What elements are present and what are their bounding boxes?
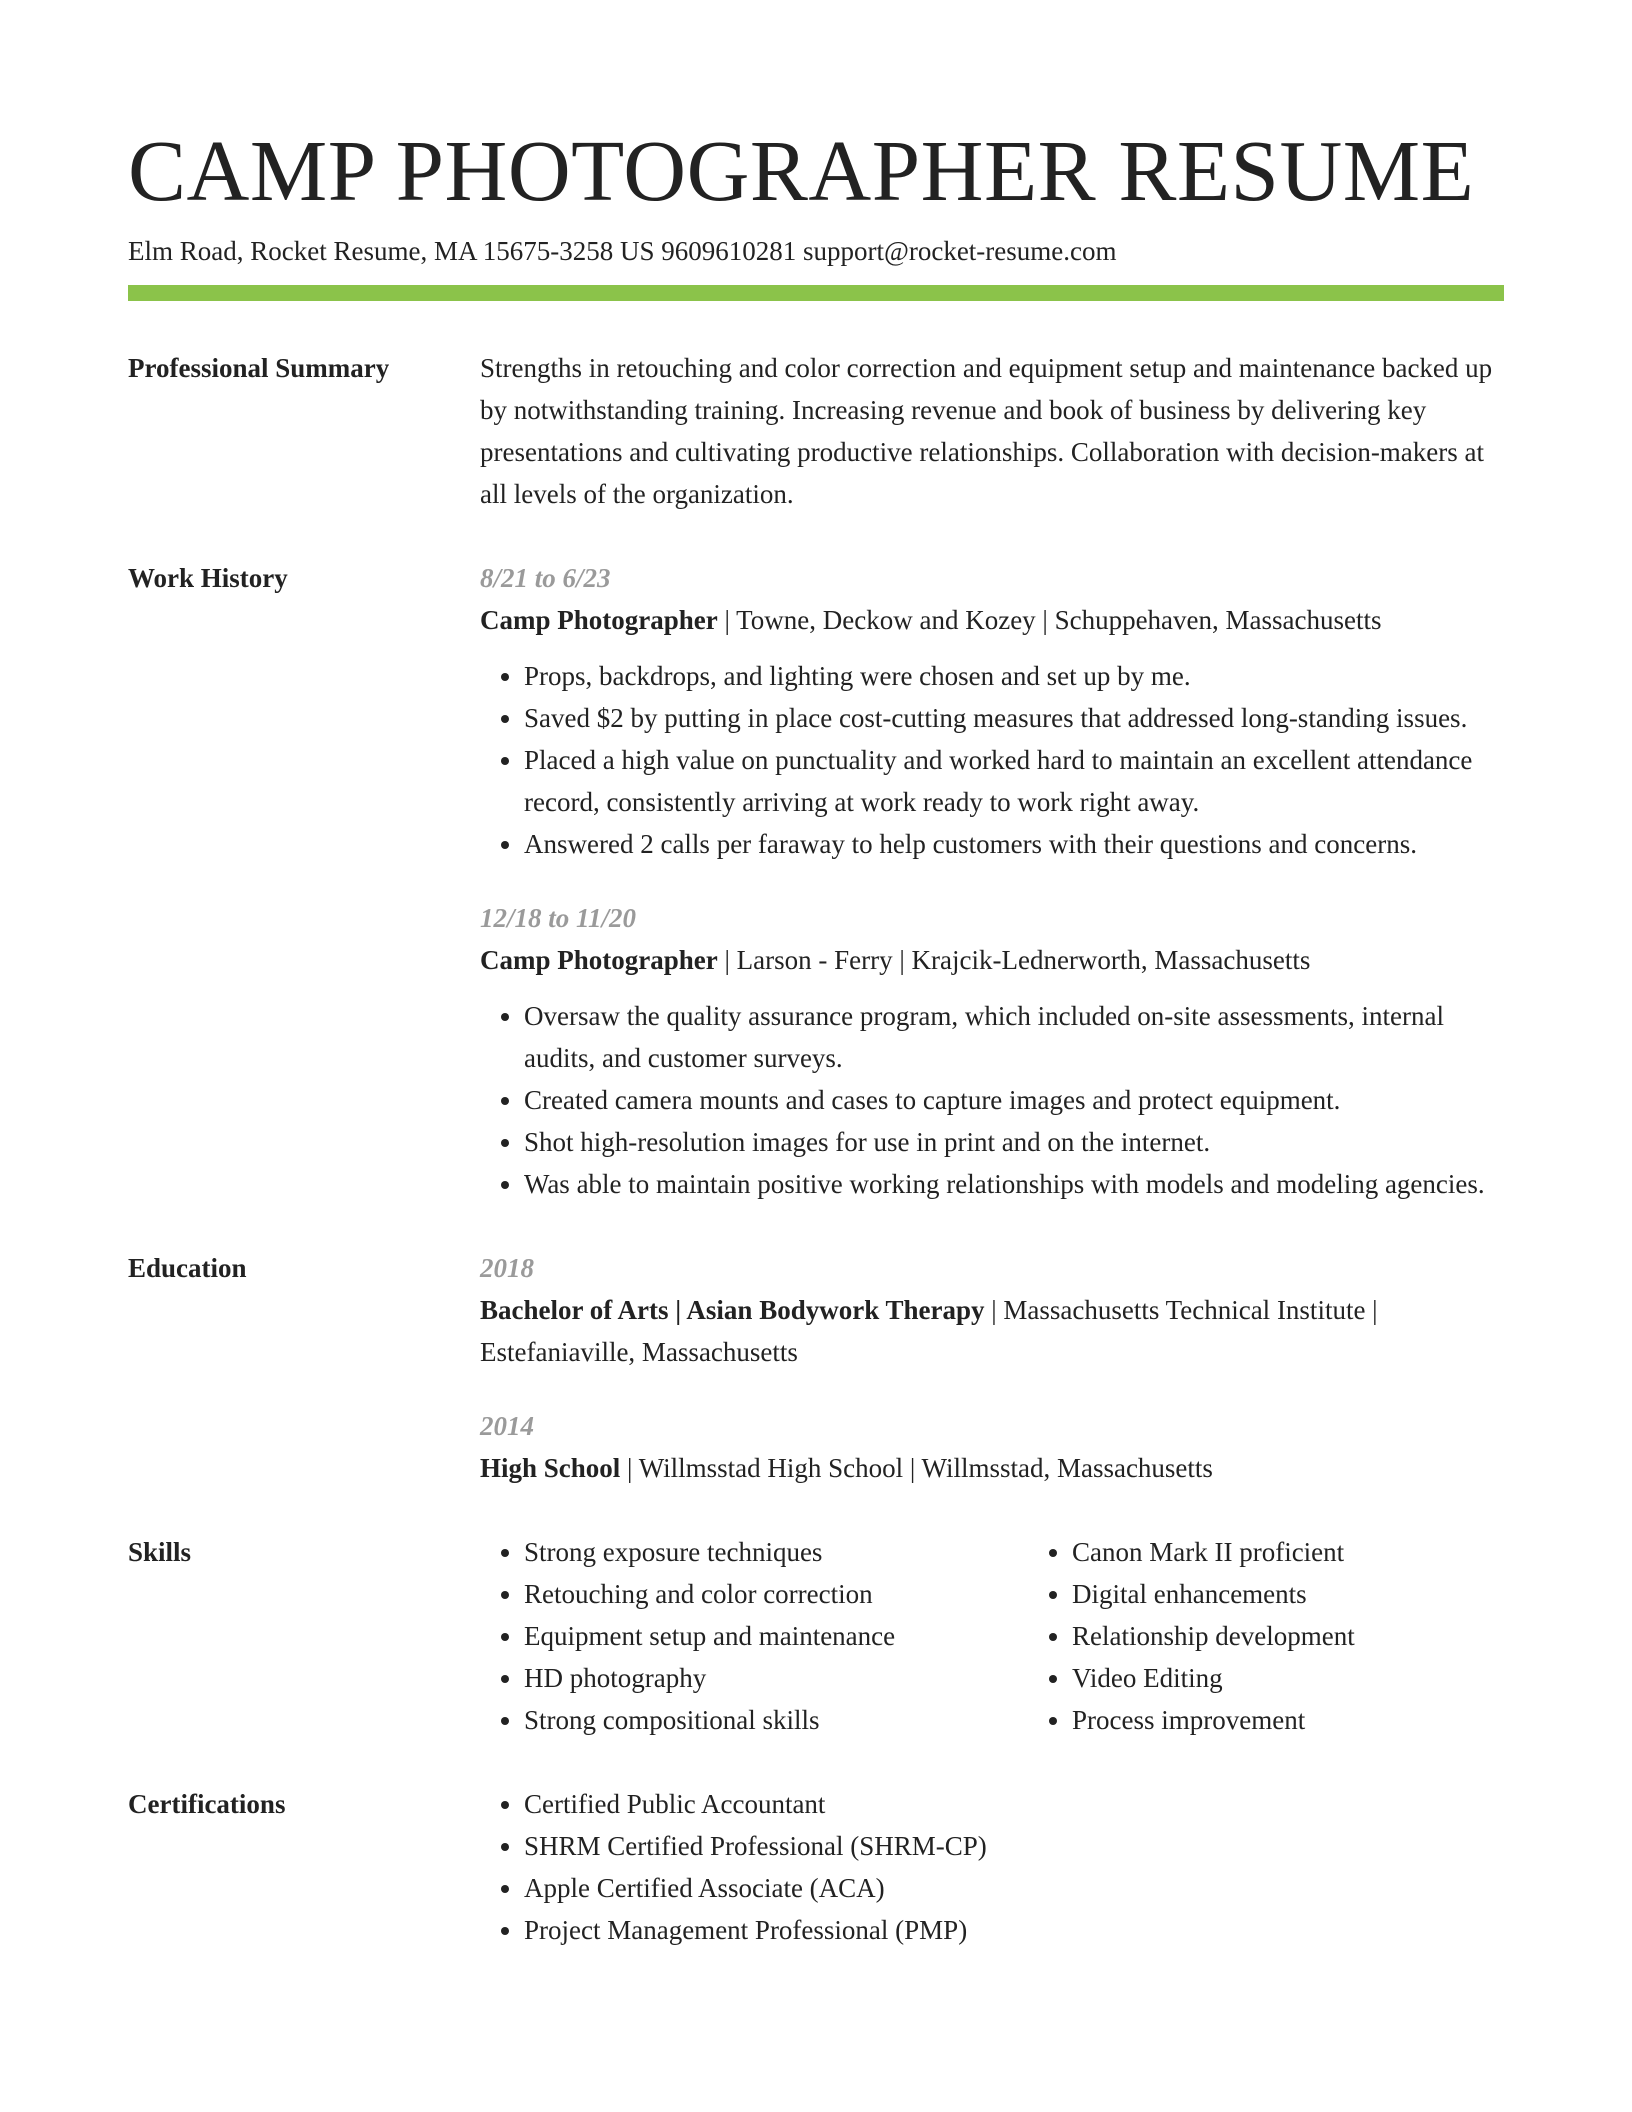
certifications-section <box>128 1783 1504 1951</box>
education-body <box>480 1247 1504 1489</box>
job-bullet: • Placed a high value on punctuality and worked hard to maintain an excellent attendance record, consistently arriving at work ready to work right away. <box>524 739 1504 823</box>
skill-item: • Digital enhancements <box>1072 1573 1532 1615</box>
education-school: | Willmsstad High School | Willmsstad, Massachusetts <box>620 1453 1213 1483</box>
resume-page <box>128 118 1504 1951</box>
job-bullet: • Saved $2 by putting in place cost-cutting measures that addressed long-standing issues. <box>524 697 1504 739</box>
job-bullet: • Shot high-resolution images for use in print and on the internet. <box>524 1121 1504 1163</box>
section-label-skills: Skills <box>128 1537 192 1567</box>
skill-item: • Process improvement <box>1072 1699 1532 1741</box>
summary-section <box>128 347 1504 515</box>
skills-section <box>128 1531 1504 1741</box>
education-school: | Massachusetts Technical Institute | Estefaniaville, Massachusetts <box>480 1295 1378 1367</box>
skills-list-right <box>1028 1531 1532 1741</box>
certifications-body <box>480 1783 1504 1951</box>
job-title: Camp Photographer <box>480 945 718 975</box>
job-bullet: • Answered 2 calls per faraway to help customers with their questions and concerns. <box>524 823 1504 865</box>
skills-body <box>480 1531 1532 1741</box>
job-employer: | Towne, Deckow and Kozey | Schuppehaven, Massachusetts <box>717 605 1382 635</box>
certification-item: • Project Management Professional (PMP) <box>524 1909 1504 1951</box>
resume-title: CAMP PHOTOGRAPHER RESUME <box>128 122 1475 219</box>
education-line <box>480 1289 1504 1373</box>
education-section <box>128 1247 1504 1489</box>
education-year: 2018 <box>480 1253 534 1283</box>
education-entry <box>480 1405 1504 1489</box>
job-title-line <box>480 599 1504 641</box>
job-bullets <box>480 995 1504 1205</box>
skill-item: • Strong exposure techniques <box>524 1531 1028 1573</box>
job-dates: 8/21 to 6/23 <box>480 563 611 593</box>
education-degree: Bachelor of Arts | Asian Bodywork Therapy <box>480 1295 985 1325</box>
education-entry <box>480 1247 1504 1373</box>
job-title: Camp Photographer <box>480 605 718 635</box>
job-dates: 12/18 to 11/20 <box>480 903 637 933</box>
contact-line: Elm Road, Rocket Resume, MA 15675-3258 US 9609610281 support@rocket-resume.com <box>128 236 1117 266</box>
job-bullet: • Oversaw the quality assurance program, which included on-site assessments, internal audits, and customer surveys. <box>524 995 1504 1079</box>
skill-item: • Retouching and color correction <box>524 1573 1028 1615</box>
section-label-certifications: Certifications <box>128 1789 286 1819</box>
summary-body <box>480 347 1504 515</box>
certifications-list <box>480 1783 1504 1951</box>
certification-item: • SHRM Certified Professional (SHRM-CP) <box>524 1825 1504 1867</box>
section-label-education: Education <box>128 1253 247 1283</box>
skill-item: • HD photography <box>524 1657 1028 1699</box>
job-bullet: • Props, backdrops, and lighting were chosen and set up by me. <box>524 655 1504 697</box>
skills-list-left <box>480 1531 1028 1741</box>
job-title-line <box>480 939 1504 981</box>
certification-item: • Apple Certified Associate (ACA) <box>524 1867 1504 1909</box>
skill-item: • Video Editing <box>1072 1657 1532 1699</box>
summary-text: Strengths in retouching and color correction and equipment setup and maintenance backed up by notwithstanding training. Increasing revenue and book of business by delivering key presentations and cultivating productive relationships. Collaboration with decision-makers at all levels of the organization. <box>480 353 1493 509</box>
skill-item: • Equipment setup and maintenance <box>524 1615 1028 1657</box>
section-label-work-history: Work History <box>128 563 288 593</box>
header-divider <box>128 285 1504 301</box>
job-entry <box>480 897 1504 1205</box>
education-degree: High School <box>480 1453 621 1483</box>
job-entry <box>480 557 1504 865</box>
certification-item: • Certified Public Accountant <box>524 1783 1504 1825</box>
skill-item: • Canon Mark II proficient <box>1072 1531 1532 1573</box>
job-bullet: • Created camera mounts and cases to capture images and protect equipment. <box>524 1079 1504 1121</box>
work-history-section <box>128 557 1504 1205</box>
job-employer: | Larson - Ferry | Krajcik-Lednerworth, Massachusetts <box>717 945 1311 975</box>
job-bullets <box>480 655 1504 865</box>
job-bullet: • Was able to maintain positive working relationships with models and modeling agencies. <box>524 1163 1504 1205</box>
work-history-body <box>480 557 1504 1205</box>
skill-item: • Strong compositional skills <box>524 1699 1028 1741</box>
education-year: 2014 <box>480 1411 534 1441</box>
section-label-summary: Professional Summary <box>128 353 390 383</box>
skill-item: • Relationship development <box>1072 1615 1532 1657</box>
education-line <box>480 1447 1504 1489</box>
